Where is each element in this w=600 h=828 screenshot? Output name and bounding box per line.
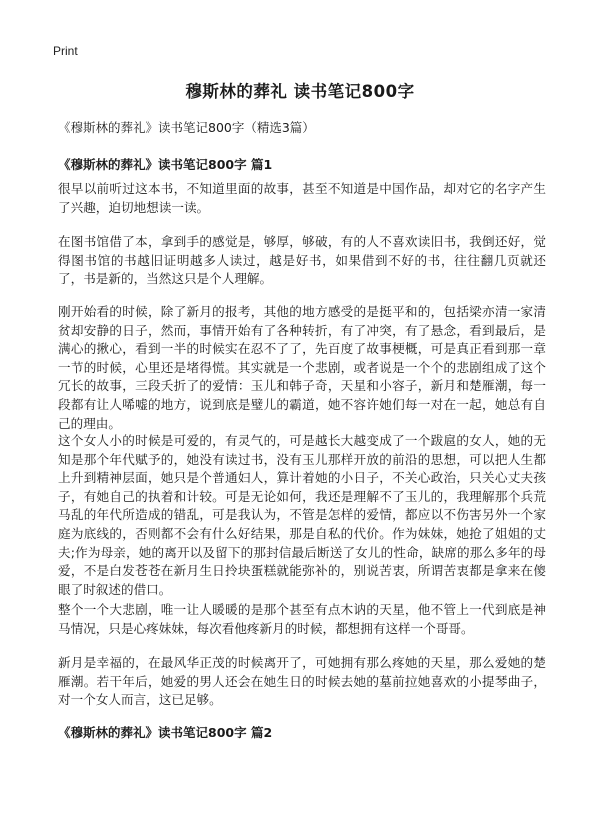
paragraph-5: 整个一个大悲剧，唯一让人暖暖的是那个甚至有点木讷的天星，他不管上一代到底是神马情况，只是心疼妹妹，每次看他疼新月的时候，都想拥有这样一个哥哥。 [58,602,546,636]
section-heading-1: 《穆斯林的葬礼》读书笔记800字 篇1 [58,157,273,172]
paragraph-2: 在图书馆借了本，拿到手的感觉是，够厚，够破，有的人不喜欢读旧书，我倒还好，觉得图书馆的书越旧证明越多人读过，越是好书，如果借到不好的书，往往翻几页就还了，书是新的，当然这只是个人理解。 [58,234,546,287]
print-link[interactable]: Print [53,44,78,58]
page-title: 穆斯林的葬礼 读书笔记800字 [185,82,415,101]
paragraph-4: 这个女人小的时候是可爱的，有灵气的，可是越长大越变成了一个跋扈的女人，她的无知是那个年代赋予的，她没有读过书，没有玉儿那样开放的前沿的思想，可以把人生都上升到精神层面，她只是个普通妇人，算计着她的小日子，不关心政治，只关心丈夫孩子，有她自己的执着和计较。可是无论如何，我还是理解不了玉儿的，我理解那个兵荒马乱的年代所造成的错乱，可是我认为，不管是怎样的爱情，都应以不伤害另外一个家庭为底线的，否则都不会有什么好结果，那是自私的代价。作为妹妹，她抢了姐姐的丈夫;作为母亲，她的离开以及留下的那封信最后断送了女儿的性命，缺席的那么多年的母爱，不是白发苍苍在新月生日拎块蛋糕就能弥补的，别说苦衷，所谓苦衷都是拿来在傻眼了时叙述的借口。 [58,433,546,597]
section-heading-2: 《穆斯林的葬礼》读书笔记800字 篇2 [58,725,273,740]
paragraph-3: 刚开始看的时候，除了新月的报考，其他的地方感受的是挺平和的，包括梁亦清一家清贫却安静的日子，然而，事情开始有了各种转折，有了冲突，有了悬念，看到最后，是满心的揪心，看到一半的时候实在忍不了了，先百度了故事梗概，可是真正看到那一章一节的时候，心里还是堵得慌。其实就是一个悲剧，或者说是一个个的悲剧组成了这个冗长的故事，三段夭折了的爱情：玉儿和韩子奇，天星和小容子，新月和楚雁潮，每一段都有让人唏嘘的地方，说到底是璧儿的霸道，她不容许她们每一对在一起，她总有自己的理由。 [58,304,546,431]
paragraph-1: 很早以前听过这本书，不知道里面的故事，甚至不知道是中国作品，却对它的名字产生了兴趣，迫切地想读一读。 [58,181,546,215]
document-subtitle: 《穆斯林的葬礼》读书笔记800字（精选3篇） [58,120,315,135]
paragraph-6: 新月是幸福的，在最风华正茂的时候离开了，可她拥有那么疼她的天星，那么爱她的楚雁潮。若干年后，她爱的男人还会在她生日的时候去她的墓前拉她喜欢的小提琴曲子，对一个女人而言，这已足够。 [58,655,546,708]
